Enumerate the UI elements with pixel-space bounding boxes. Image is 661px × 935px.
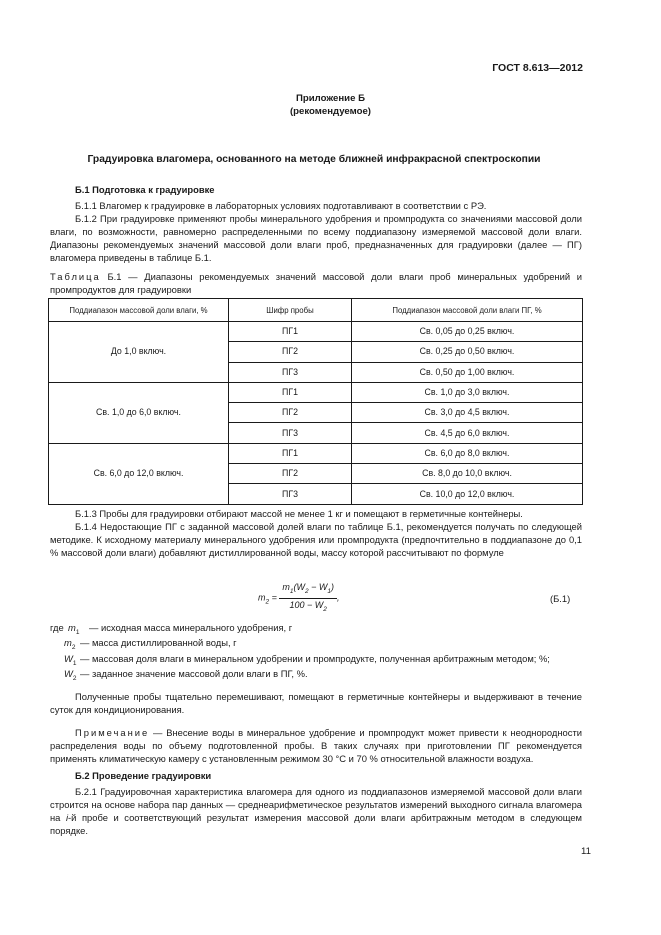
subrange-cell: Св. 6,0 до 8,0 включ. [352,443,583,463]
subrange-cell: Св. 0,50 до 1,00 включ. [352,362,583,382]
code-cell: ПГ2 [229,342,352,362]
table-caption [50,270,582,296]
paragraph-b21: Б.2.1 Градуировочная характеристика влагомера для одного из поддиапазонов измеряемой массовой доли влаги строится на основе набора пар данных — среднеарифметическое результатов измерений выходного сигнала влагомера на i-й пробе и соответствующий результат измерения массовой доли влаги арбитражным методом в следующем порядке. [50,786,582,836]
table-header-range: Поддиапазон массовой доли влаги, % [49,299,229,322]
paragraph-b12: Б.1.2 При градуировке применяют пробы минерального удобрения и промпродукта со значениями массовой доли влаги, по возможности, равномерно распределенными по всему поддиапазону измеряемой массовой доли влаги. Диапазоны рекомендуемых значений массовой доли влаги проб, предназначенных для градуировки (далее — ПГ) влагомера приведены в таблице Б.1. [50,213,582,263]
note-text: — Внесение воды в минеральное удобрение и промпродукт может привести к неоднородности распределения воды по объему подготовленной пробы. В таких случаях при приготовлении ПГ рекомендуется применять климатическую камеру с установленным режимом 30 °С и 70 % относительной влажности воздуха. [50,727,582,764]
section-b1 [50,183,582,264]
table-caption-text: Б.1 — Диапазоны рекомендуемых значений массовой доли влаги проб минеральных удобрений и промпродуктов для градуировки [50,271,582,295]
note-label: Примечание [75,727,150,738]
formula-numerator: $m_1(W_2 - W_1)$ [279,581,337,599]
paragraph-b13: Б.1.3 Пробы для градуировки отбирают массой не менее 1 кг и помещают в герметичные контейнеры. [75,508,523,519]
document-title: Градуировка влагомера, основанного на методе ближней инфракрасной спектроскопии [87,154,541,165]
appendix-title: Приложение Б [296,93,365,104]
range-cell: Св. 1,0 до 6,0 включ. [49,382,229,443]
subrange-cell: Св. 3,0 до 4,5 включ. [352,403,583,423]
formula-number: (Б.1) [550,593,571,604]
subrange-cell: Св. 8,0 до 10,0 включ. [352,464,583,484]
range-cell: Св. 6,0 до 12,0 включ. [49,443,229,504]
code-cell: ПГ2 [229,403,352,423]
paragraph-b14: Б.1.4 Недостающие ПГ с заданной массовой долей влаги по таблице Б.1, рекомендуется получать по следующей методике. К исходному материалу минерального удобрения или промпродукта (предпочтительно в поддиапазоне до 0,1 % массовой доли влаги) добавляют дистиллированной воды, массу которой рассчитывают по формуле [50,521,582,558]
note [50,726,582,765]
moisture-table [48,298,583,505]
standard-number: ГОСТ 8.613—2012 [492,62,583,74]
subrange-cell: Св. 0,05 до 0,25 включ. [352,322,583,342]
paragraph-b11: Б.1.1 Влагомер к градуировке в лабораторных условиях подготавливают в соответствии с РЭ. [75,200,487,211]
appendix-status: (рекомендуемое) [289,106,371,117]
section-b2 [50,769,582,837]
subrange-cell: Св. 0,25 до 0,50 включ. [352,342,583,362]
paragraph-mixing: Полученные пробы тщательно перемешивают, помещают в герметичные контейнеры и выдерживают в течение суток для кондиционирования. [50,691,582,715]
code-cell: ПГ1 [229,382,352,402]
formula-fraction [279,581,337,616]
formula-b1: $m_2$ = $\frac{m_1(W_2 - W_1)}{100 - W_2}$ , [258,581,378,616]
table-row [49,382,583,402]
formula-denominator: $100 - W_2$ [289,599,327,613]
code-cell: ПГ1 [229,443,352,463]
subrange-cell: Св. 1,0 до 3,0 включ. [352,382,583,402]
table-header-subrange: Поддиапазон массовой доли влаги ПГ, % [352,299,583,322]
table-row [49,443,583,463]
page-number: 11 [581,846,591,857]
code-cell: ПГ3 [229,423,352,443]
subrange-cell: Св. 10,0 до 12,0 включ. [352,484,583,504]
code-cell: ПГ3 [229,484,352,504]
code-cell: ПГ2 [229,464,352,484]
section-b1-heading: Б.1 Подготовка к градуировке [75,184,215,195]
table-row [49,322,583,342]
code-cell: ПГ1 [229,322,352,342]
table-caption-label: Таблица [50,271,101,282]
range-cell: До 1,0 включ. [49,322,229,383]
subrange-cell: Св. 4,5 до 6,0 включ. [352,423,583,443]
section-b2-heading: Б.2 Проведение градуировки [75,770,212,781]
table-header-code: Шифр пробы [229,299,352,322]
section-b13-b14 [50,507,582,559]
code-cell: ПГ3 [229,362,352,382]
